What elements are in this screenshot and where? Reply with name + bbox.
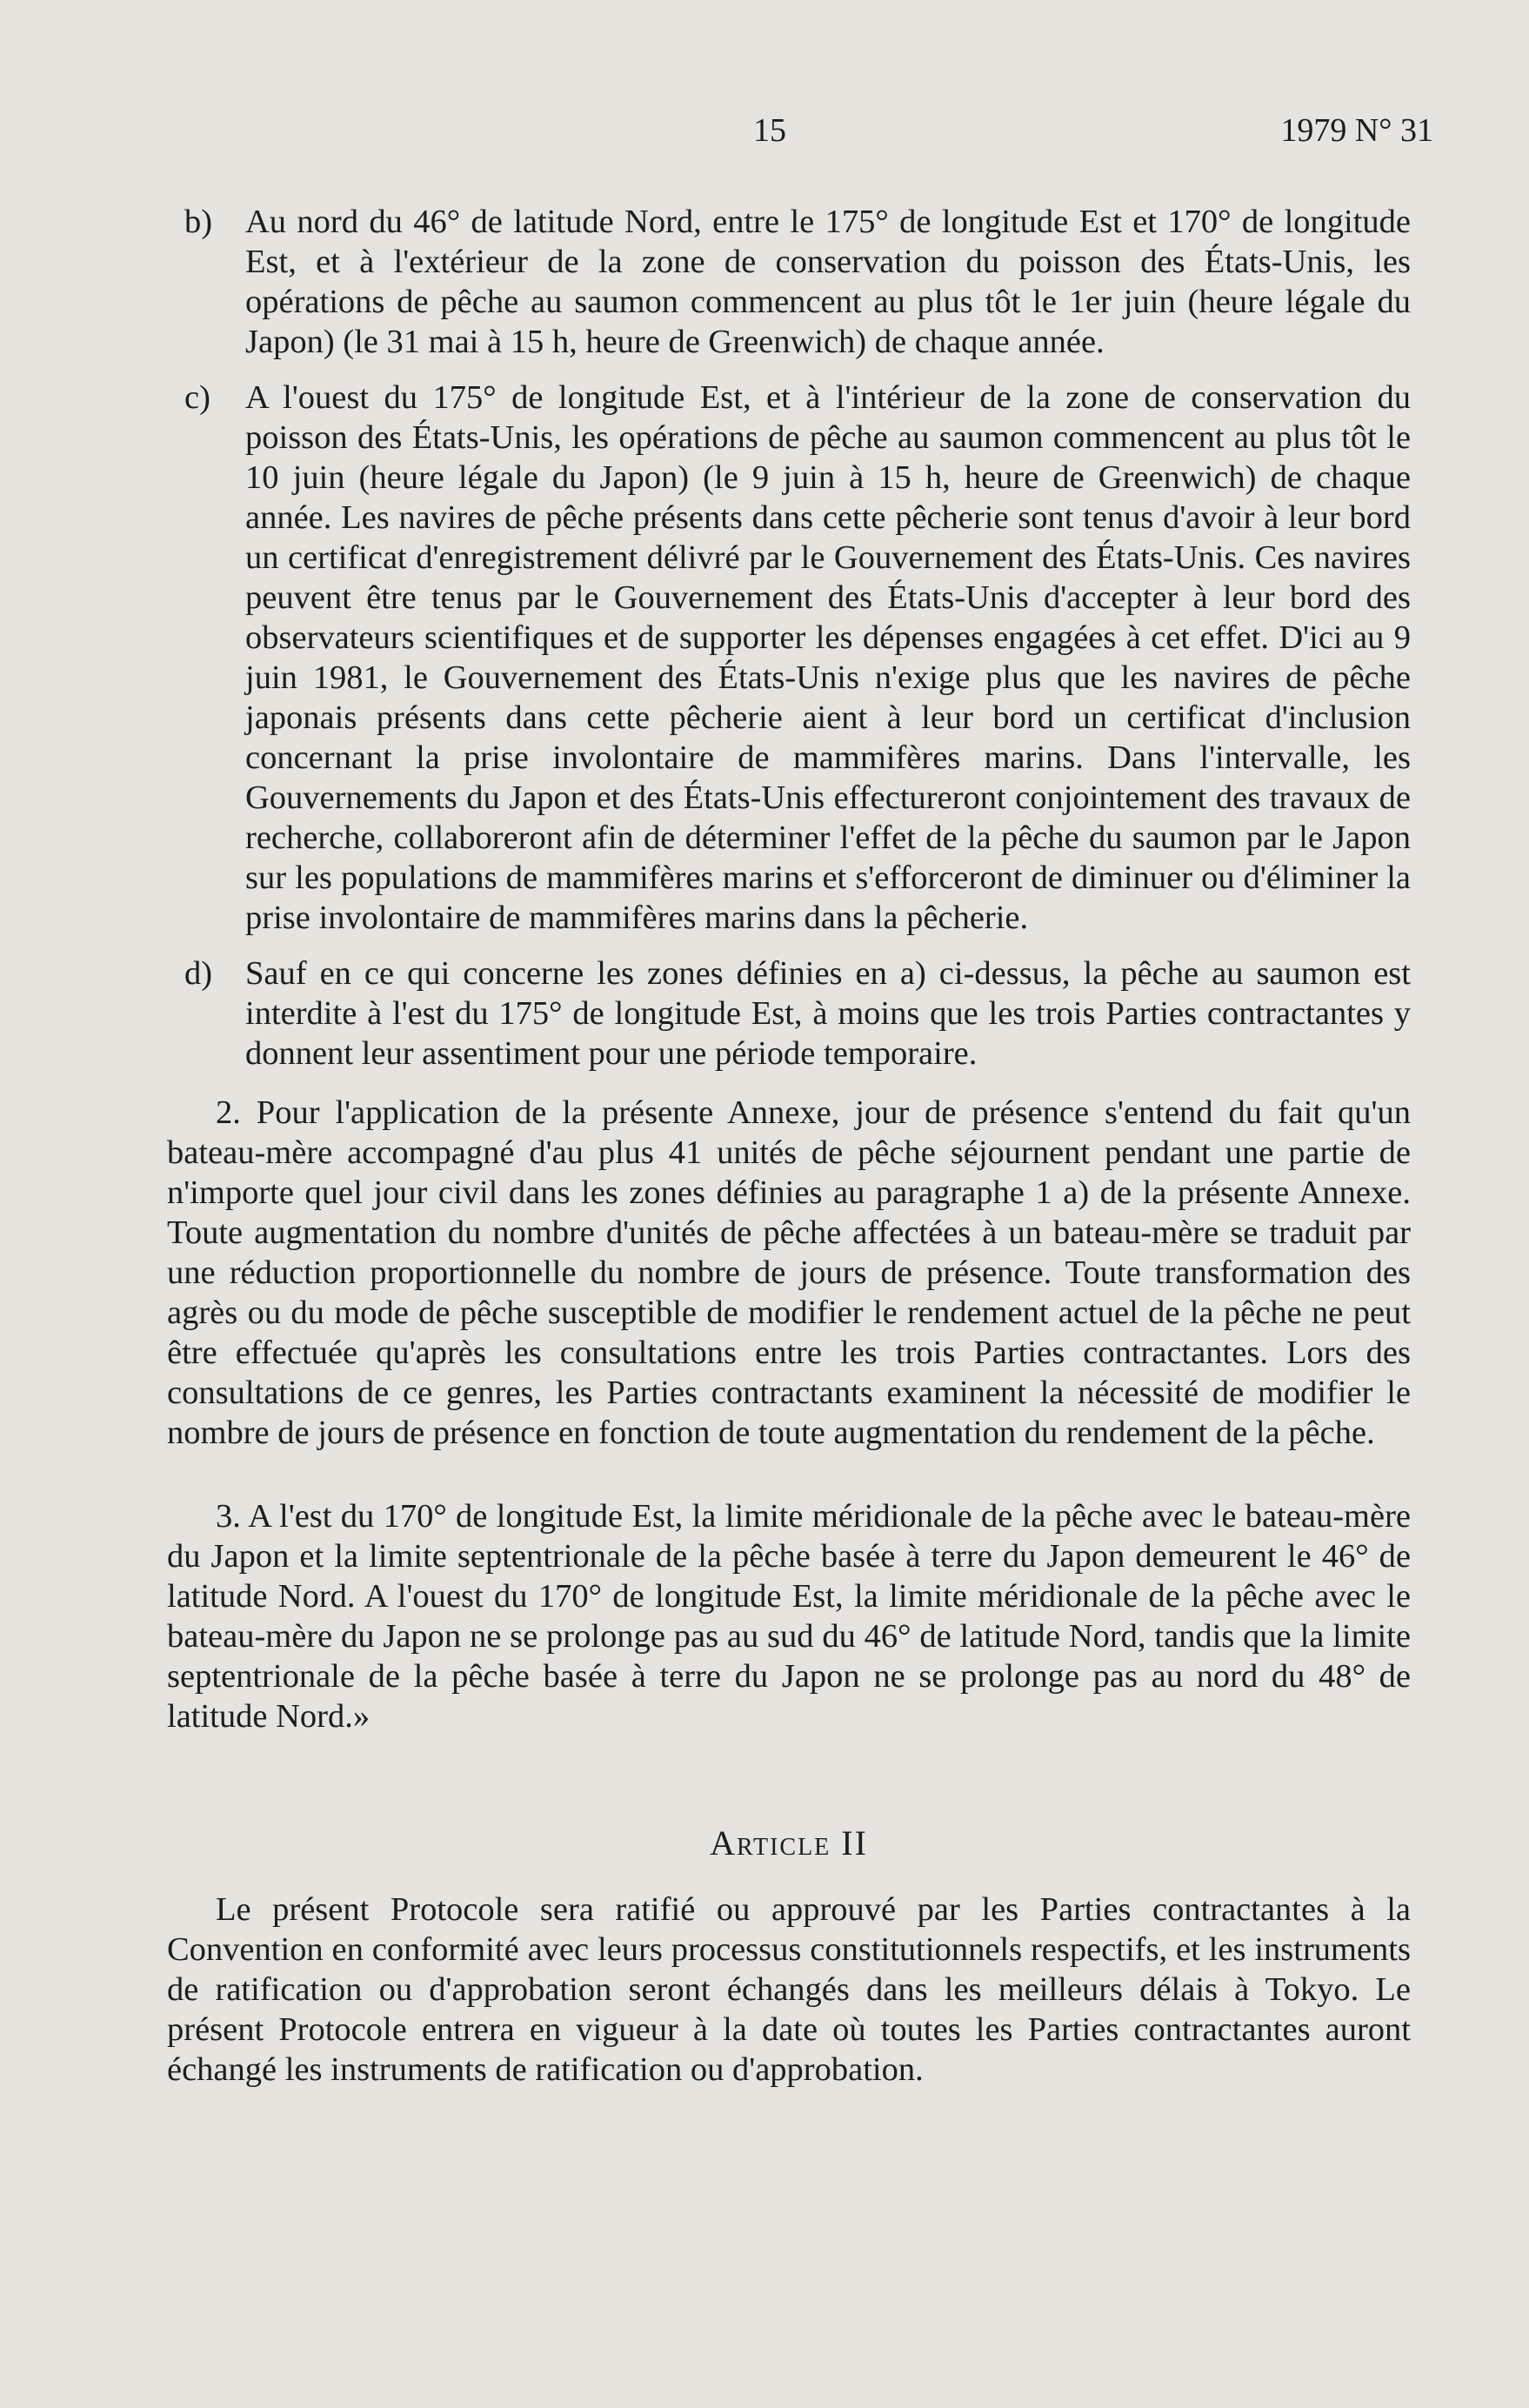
paragraph-3: 3. A l'est du 170° de longitude Est, la limite méridionale de la pêche avec le bateau-mère du Japon et la limite septentrionale de la pêche basée à terre du Japon demeurent le 46° de latitude Nord. A l'ouest du 170° de longitude Est, la limite méridionale de la pêche avec le bateau-mère du Japon ne se prolonge pas au sud du 46° de latitude Nord, tandis que la limite septentrionale de la pêche basée à terre du Japon ne se prolonge pas au nord du 48° de latitude Nord.» — [167, 1498, 1411, 1735]
article-heading: Article II — [710, 1823, 868, 1863]
item-label: d) — [184, 955, 213, 992]
list-item-d — [167, 953, 1411, 1074]
paragraph-2: 2. Pour l'application de la présente Annexe, jour de présence s'entend du fait qu'un bateau-mère accompagné d'au plus 41 unités de pêche séjournent pendant une partie de n'importe quel jour civil dans les zones définies au paragraphe 1 a) de la présente Annexe. Toute augmentation du nombre d'unités de pêche affectées à un bateau-mère se traduit par une réduction proportionnelle du nombre de jours de présence. Toute transformation des agrès ou du mode de pêche susceptible de modifier le rendement actuel de la pêche ne peut être effectuée qu'après les consultations entre les trois Parties contractantes. Lors des consultations de ce genres, les Parties contractants examinent la nécessité de modifier le nombre de jours de présence en fonction de toute augmentation du rendement de la pêche. — [167, 1094, 1411, 1451]
list-item-b — [167, 202, 1411, 362]
page-header — [0, 111, 1529, 155]
list-item-c — [167, 378, 1411, 938]
page-body — [167, 202, 1411, 2124]
article-text: Le présent Protocole sera ratifié ou approuvé par les Parties contractantes à la Convention en conformité avec leurs processus constitutionnels respectifs, et les instruments de ratification ou d'approbation seront échangés dans les meilleurs délais à Tokyo. Le présent Protocole entrera en vigueur à la date où toutes les Parties contractantes auront échangé les instruments de ratification ou d'approbation. — [167, 1891, 1411, 2088]
item-text: Au nord du 46° de latitude Nord, entre le 175° de longitude Est et 170° de longitude Est, et à l'extérieur de la zone de conservation du poisson des États-Unis, les opérations de pêche au saumon commencent au plus tôt le 1er juin (heure légale du Japon) (le 31 mai à 15 h, heure de Greenwich) de chaque année. — [245, 204, 1411, 360]
item-text: Sauf en ce qui concerne les zones définies en a) ci-dessus, la pêche au saumon est interdite à l'est du 175° de longitude Est, à moins que les trois Parties contractantes y donnent leur assentiment pour une période temporaire. — [245, 955, 1411, 1072]
document-reference: 1979 N° 31 — [1280, 112, 1433, 149]
item-label: c) — [184, 379, 210, 416]
item-text: A l'ouest du 175° de longitude Est, et à l'intérieur de la zone de conservation du poisson des États-Unis, les opérations de pêche au saumon commencent au plus tôt le 10 juin (heure légale du Japon) (le 9 juin à 15 h, heure de Greenwich) de chaque année. Les navires de pêche présents dans cette pêcherie sont tenus d'avoir à leur bord un certificat d'enregistrement délivré par le Gouvernement des États-Unis. Ces navires peuvent être tenus par le Gouvernement des États-Unis d'accepter à leur bord des observateurs scientifiques et de supporter les dépenses engagées à cet effet. D'ici au 9 juin 1981, le Gouvernement des États-Unis n'exige plus que les navires de pêche japonais présents dans cette pêcherie aient à leur bord un certificat d'inclusion concernant la prise involontaire de mammifères marins. Dans l'intervalle, les Gouvernements du Japon et des États-Unis effectureront conjointement des travaux de recherche, collaboreront afin de déterminer l'effet de la pêche du saumon par le Japon sur les populations de mammifères marins et s'efforceront de diminuer ou d'éliminer la prise involontaire de mammifères marins dans la pêcherie. — [245, 379, 1411, 936]
item-label: b) — [184, 204, 213, 240]
page-number: 15 — [753, 112, 786, 149]
